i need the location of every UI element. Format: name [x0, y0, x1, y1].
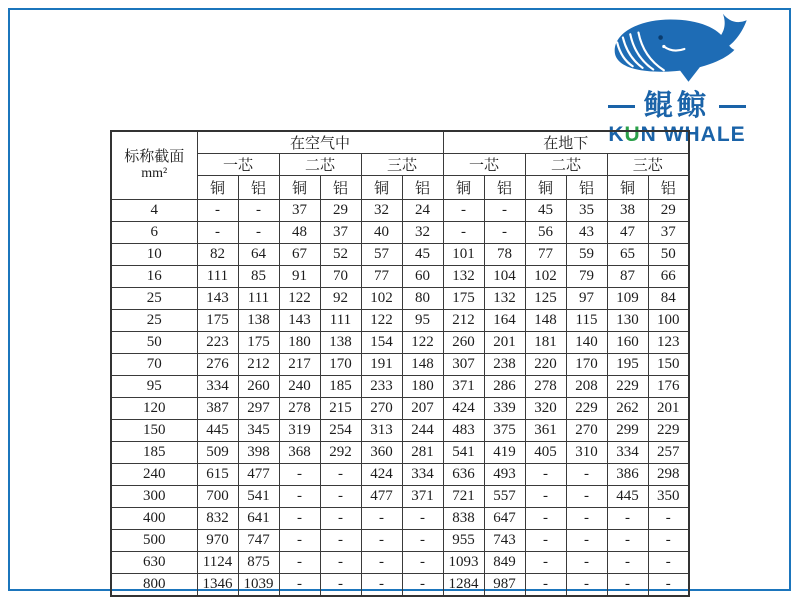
value-cell: 37: [279, 200, 320, 222]
value-cell: 371: [402, 486, 443, 508]
value-cell: 307: [443, 354, 484, 376]
size-cell: 500: [111, 530, 197, 552]
value-cell: 32: [361, 200, 402, 222]
value-cell: 217: [279, 354, 320, 376]
value-cell: 160: [607, 332, 648, 354]
size-cell: 70: [111, 354, 197, 376]
value-cell: -: [320, 486, 361, 508]
value-cell: 477: [361, 486, 402, 508]
value-cell: 102: [525, 266, 566, 288]
value-cell: -: [361, 574, 402, 596]
value-cell: 334: [402, 464, 443, 486]
value-cell: 260: [443, 332, 484, 354]
table-row: [111, 464, 689, 486]
logo-dash-left: [608, 105, 635, 108]
value-cell: 212: [443, 310, 484, 332]
material-header: 铜: [525, 176, 566, 200]
value-cell: 91: [279, 266, 320, 288]
material-header: 铝: [484, 176, 525, 200]
value-cell: 223: [197, 332, 238, 354]
value-cell: 483: [443, 420, 484, 442]
value-cell: 398: [238, 442, 279, 464]
value-cell: 310: [566, 442, 607, 464]
value-cell: 254: [320, 420, 361, 442]
group-header-underground: 在地下: [443, 131, 689, 154]
value-cell: 345: [238, 420, 279, 442]
value-cell: 636: [443, 464, 484, 486]
core-header: 一芯: [443, 154, 525, 176]
value-cell: 111: [238, 288, 279, 310]
value-cell: 299: [607, 420, 648, 442]
table-body: [111, 200, 689, 596]
value-cell: 320: [525, 398, 566, 420]
corner-header-line1: 标称截面: [124, 148, 185, 165]
value-cell: 85: [238, 266, 279, 288]
material-header: 铝: [238, 176, 279, 200]
value-cell: -: [648, 530, 689, 552]
value-cell: -: [525, 464, 566, 486]
value-cell: 52: [320, 244, 361, 266]
table-row: [111, 200, 689, 222]
core-header-row: [111, 154, 689, 176]
value-cell: 181: [525, 332, 566, 354]
size-cell: 4: [111, 200, 197, 222]
value-cell: -: [525, 508, 566, 530]
table-row: [111, 574, 689, 596]
value-cell: -: [197, 222, 238, 244]
value-cell: -: [484, 200, 525, 222]
core-header: 一芯: [197, 154, 279, 176]
group-header-row: [111, 131, 689, 154]
logo-en-k: K: [608, 123, 625, 146]
value-cell: 50: [648, 244, 689, 266]
table-row: [111, 288, 689, 310]
value-cell: 375: [484, 420, 525, 442]
logo-en-rest: N WHALE: [640, 123, 746, 146]
value-cell: 32: [402, 222, 443, 244]
value-cell: 541: [238, 486, 279, 508]
table-row: [111, 222, 689, 244]
value-cell: -: [443, 200, 484, 222]
value-cell: -: [279, 508, 320, 530]
value-cell: 260: [238, 376, 279, 398]
value-cell: -: [566, 508, 607, 530]
value-cell: -: [320, 552, 361, 574]
value-cell: 122: [279, 288, 320, 310]
value-cell: 148: [402, 354, 443, 376]
value-cell: 445: [197, 420, 238, 442]
value-cell: 350: [648, 486, 689, 508]
logo-dash-right: [719, 105, 746, 108]
size-cell: 800: [111, 574, 197, 596]
material-header: 铝: [402, 176, 443, 200]
value-cell: 45: [525, 200, 566, 222]
value-cell: 361: [525, 420, 566, 442]
value-cell: -: [607, 508, 648, 530]
material-header: 铜: [197, 176, 238, 200]
core-header: 三芯: [607, 154, 689, 176]
value-cell: 56: [525, 222, 566, 244]
value-cell: 339: [484, 398, 525, 420]
value-cell: 201: [484, 332, 525, 354]
value-cell: 557: [484, 486, 525, 508]
value-cell: 700: [197, 486, 238, 508]
size-cell: 6: [111, 222, 197, 244]
value-cell: 1346: [197, 574, 238, 596]
core-header: 二芯: [279, 154, 361, 176]
value-cell: 180: [279, 332, 320, 354]
table-row: [111, 332, 689, 354]
value-cell: 405: [525, 442, 566, 464]
value-cell: 138: [238, 310, 279, 332]
table-row: [111, 530, 689, 552]
value-cell: 180: [402, 376, 443, 398]
value-cell: 109: [607, 288, 648, 310]
value-cell: -: [402, 552, 443, 574]
value-cell: 132: [484, 288, 525, 310]
value-cell: -: [566, 574, 607, 596]
value-cell: 123: [648, 332, 689, 354]
value-cell: 970: [197, 530, 238, 552]
value-cell: 360: [361, 442, 402, 464]
size-cell: 50: [111, 332, 197, 354]
table-row: [111, 420, 689, 442]
size-cell: 185: [111, 442, 197, 464]
value-cell: -: [525, 574, 566, 596]
size-cell: 150: [111, 420, 197, 442]
value-cell: 37: [320, 222, 361, 244]
size-cell: 630: [111, 552, 197, 574]
value-cell: -: [279, 530, 320, 552]
value-cell: 45: [402, 244, 443, 266]
value-cell: 721: [443, 486, 484, 508]
table-row: [111, 508, 689, 530]
value-cell: 66: [648, 266, 689, 288]
value-cell: 115: [566, 310, 607, 332]
value-cell: 334: [197, 376, 238, 398]
value-cell: 955: [443, 530, 484, 552]
value-cell: 100: [648, 310, 689, 332]
value-cell: -: [566, 552, 607, 574]
value-cell: 148: [525, 310, 566, 332]
table-row: [111, 442, 689, 464]
value-cell: -: [361, 508, 402, 530]
group-header-in-air: 在空气中: [197, 131, 443, 154]
value-cell: -: [402, 574, 443, 596]
value-cell: 29: [648, 200, 689, 222]
table-row: [111, 552, 689, 574]
value-cell: 286: [484, 376, 525, 398]
value-cell: 875: [238, 552, 279, 574]
size-cell: 240: [111, 464, 197, 486]
value-cell: 79: [566, 266, 607, 288]
value-cell: 229: [607, 376, 648, 398]
value-cell: 35: [566, 200, 607, 222]
value-cell: -: [320, 530, 361, 552]
value-cell: 40: [361, 222, 402, 244]
value-cell: 832: [197, 508, 238, 530]
value-cell: 138: [320, 332, 361, 354]
value-cell: 101: [443, 244, 484, 266]
value-cell: 368: [279, 442, 320, 464]
value-cell: 195: [607, 354, 648, 376]
value-cell: 747: [238, 530, 279, 552]
value-cell: 278: [525, 376, 566, 398]
value-cell: 87: [607, 266, 648, 288]
table-row: [111, 354, 689, 376]
value-cell: 175: [197, 310, 238, 332]
value-cell: 281: [402, 442, 443, 464]
size-cell: 25: [111, 310, 197, 332]
value-cell: 24: [402, 200, 443, 222]
value-cell: 47: [607, 222, 648, 244]
logo: [588, 8, 766, 145]
value-cell: -: [566, 464, 607, 486]
value-cell: 387: [197, 398, 238, 420]
value-cell: 67: [279, 244, 320, 266]
value-cell: 276: [197, 354, 238, 376]
core-header: 二芯: [525, 154, 607, 176]
value-cell: 615: [197, 464, 238, 486]
value-cell: 176: [648, 376, 689, 398]
value-cell: 1124: [197, 552, 238, 574]
value-cell: 297: [238, 398, 279, 420]
value-cell: 164: [484, 310, 525, 332]
value-cell: 175: [443, 288, 484, 310]
value-cell: 208: [566, 376, 607, 398]
size-cell: 120: [111, 398, 197, 420]
value-cell: -: [402, 508, 443, 530]
value-cell: 170: [566, 354, 607, 376]
value-cell: -: [361, 530, 402, 552]
value-cell: 201: [648, 398, 689, 420]
value-cell: 132: [443, 266, 484, 288]
value-cell: 1093: [443, 552, 484, 574]
value-cell: -: [320, 574, 361, 596]
value-cell: 170: [320, 354, 361, 376]
value-cell: 424: [361, 464, 402, 486]
value-cell: 1284: [443, 574, 484, 596]
value-cell: 298: [648, 464, 689, 486]
value-cell: 80: [402, 288, 443, 310]
value-cell: 212: [238, 354, 279, 376]
value-cell: -: [361, 552, 402, 574]
value-cell: 244: [402, 420, 443, 442]
corner-header: [111, 131, 197, 200]
value-cell: 371: [443, 376, 484, 398]
value-cell: 130: [607, 310, 648, 332]
table-row: [111, 244, 689, 266]
value-cell: 509: [197, 442, 238, 464]
material-header: 铝: [320, 176, 361, 200]
value-cell: 77: [361, 266, 402, 288]
size-cell: 300: [111, 486, 197, 508]
value-cell: -: [566, 486, 607, 508]
value-cell: -: [484, 222, 525, 244]
value-cell: 270: [566, 420, 607, 442]
table-row: [111, 376, 689, 398]
value-cell: -: [566, 530, 607, 552]
value-cell: 257: [648, 442, 689, 464]
value-cell: -: [320, 508, 361, 530]
value-cell: -: [607, 552, 648, 574]
value-cell: 175: [238, 332, 279, 354]
value-cell: 95: [402, 310, 443, 332]
value-cell: 838: [443, 508, 484, 530]
core-header: 三芯: [361, 154, 443, 176]
size-cell: 25: [111, 288, 197, 310]
value-cell: 313: [361, 420, 402, 442]
value-cell: 229: [566, 398, 607, 420]
value-cell: 111: [197, 266, 238, 288]
value-cell: 238: [484, 354, 525, 376]
value-cell: 270: [361, 398, 402, 420]
size-cell: 10: [111, 244, 197, 266]
size-cell: 400: [111, 508, 197, 530]
value-cell: -: [238, 222, 279, 244]
value-cell: 849: [484, 552, 525, 574]
value-cell: -: [607, 530, 648, 552]
value-cell: 150: [648, 354, 689, 376]
logo-cn-text: 鲲鲸: [643, 90, 710, 122]
value-cell: 319: [279, 420, 320, 442]
value-cell: 240: [279, 376, 320, 398]
value-cell: 493: [484, 464, 525, 486]
table-row: [111, 310, 689, 332]
logo-chinese-name: [588, 92, 766, 121]
value-cell: 48: [279, 222, 320, 244]
value-cell: 57: [361, 244, 402, 266]
value-cell: -: [525, 486, 566, 508]
value-cell: 233: [361, 376, 402, 398]
table-row: [111, 266, 689, 288]
logo-en-u: U: [624, 123, 641, 146]
value-cell: 29: [320, 200, 361, 222]
value-cell: -: [525, 552, 566, 574]
value-cell: -: [279, 552, 320, 574]
value-cell: 1039: [238, 574, 279, 596]
value-cell: 64: [238, 244, 279, 266]
value-cell: 292: [320, 442, 361, 464]
material-header-row: [111, 176, 689, 200]
value-cell: -: [607, 574, 648, 596]
size-cell: 16: [111, 266, 197, 288]
material-header: 铜: [443, 176, 484, 200]
material-header: 铝: [566, 176, 607, 200]
value-cell: 125: [525, 288, 566, 310]
value-cell: 419: [484, 442, 525, 464]
value-cell: 37: [648, 222, 689, 244]
table-row: [111, 486, 689, 508]
value-cell: 77: [525, 244, 566, 266]
value-cell: -: [279, 574, 320, 596]
value-cell: -: [443, 222, 484, 244]
value-cell: 445: [607, 486, 648, 508]
value-cell: -: [402, 530, 443, 552]
value-cell: 65: [607, 244, 648, 266]
material-header: 铝: [648, 176, 689, 200]
value-cell: 743: [484, 530, 525, 552]
value-cell: 122: [402, 332, 443, 354]
value-cell: 38: [607, 200, 648, 222]
value-cell: 60: [402, 266, 443, 288]
size-cell: 95: [111, 376, 197, 398]
value-cell: -: [648, 552, 689, 574]
value-cell: 185: [320, 376, 361, 398]
value-cell: -: [648, 574, 689, 596]
value-cell: 43: [566, 222, 607, 244]
ampacity-table: [110, 130, 690, 597]
value-cell: 641: [238, 508, 279, 530]
value-cell: 215: [320, 398, 361, 420]
value-cell: -: [197, 200, 238, 222]
material-header: 铜: [607, 176, 648, 200]
value-cell: 477: [238, 464, 279, 486]
material-header: 铜: [361, 176, 402, 200]
value-cell: -: [238, 200, 279, 222]
value-cell: 143: [279, 310, 320, 332]
value-cell: 78: [484, 244, 525, 266]
value-cell: 207: [402, 398, 443, 420]
value-cell: 143: [197, 288, 238, 310]
value-cell: 386: [607, 464, 648, 486]
value-cell: 334: [607, 442, 648, 464]
value-cell: 424: [443, 398, 484, 420]
value-cell: 262: [607, 398, 648, 420]
value-cell: 59: [566, 244, 607, 266]
value-cell: -: [320, 464, 361, 486]
material-header: 铜: [279, 176, 320, 200]
value-cell: 70: [320, 266, 361, 288]
value-cell: 987: [484, 574, 525, 596]
value-cell: 220: [525, 354, 566, 376]
value-cell: 647: [484, 508, 525, 530]
value-cell: 140: [566, 332, 607, 354]
value-cell: 104: [484, 266, 525, 288]
value-cell: 191: [361, 354, 402, 376]
value-cell: 229: [648, 420, 689, 442]
value-cell: 92: [320, 288, 361, 310]
value-cell: 122: [361, 310, 402, 332]
value-cell: 97: [566, 288, 607, 310]
value-cell: 82: [197, 244, 238, 266]
value-cell: -: [279, 464, 320, 486]
table-row: [111, 398, 689, 420]
value-cell: 84: [648, 288, 689, 310]
whale-icon: [601, 8, 753, 90]
value-cell: -: [525, 530, 566, 552]
value-cell: -: [648, 508, 689, 530]
corner-header-line2: mm²: [141, 166, 168, 182]
value-cell: 154: [361, 332, 402, 354]
value-cell: 111: [320, 310, 361, 332]
value-cell: 102: [361, 288, 402, 310]
value-cell: 541: [443, 442, 484, 464]
value-cell: 278: [279, 398, 320, 420]
value-cell: -: [279, 486, 320, 508]
